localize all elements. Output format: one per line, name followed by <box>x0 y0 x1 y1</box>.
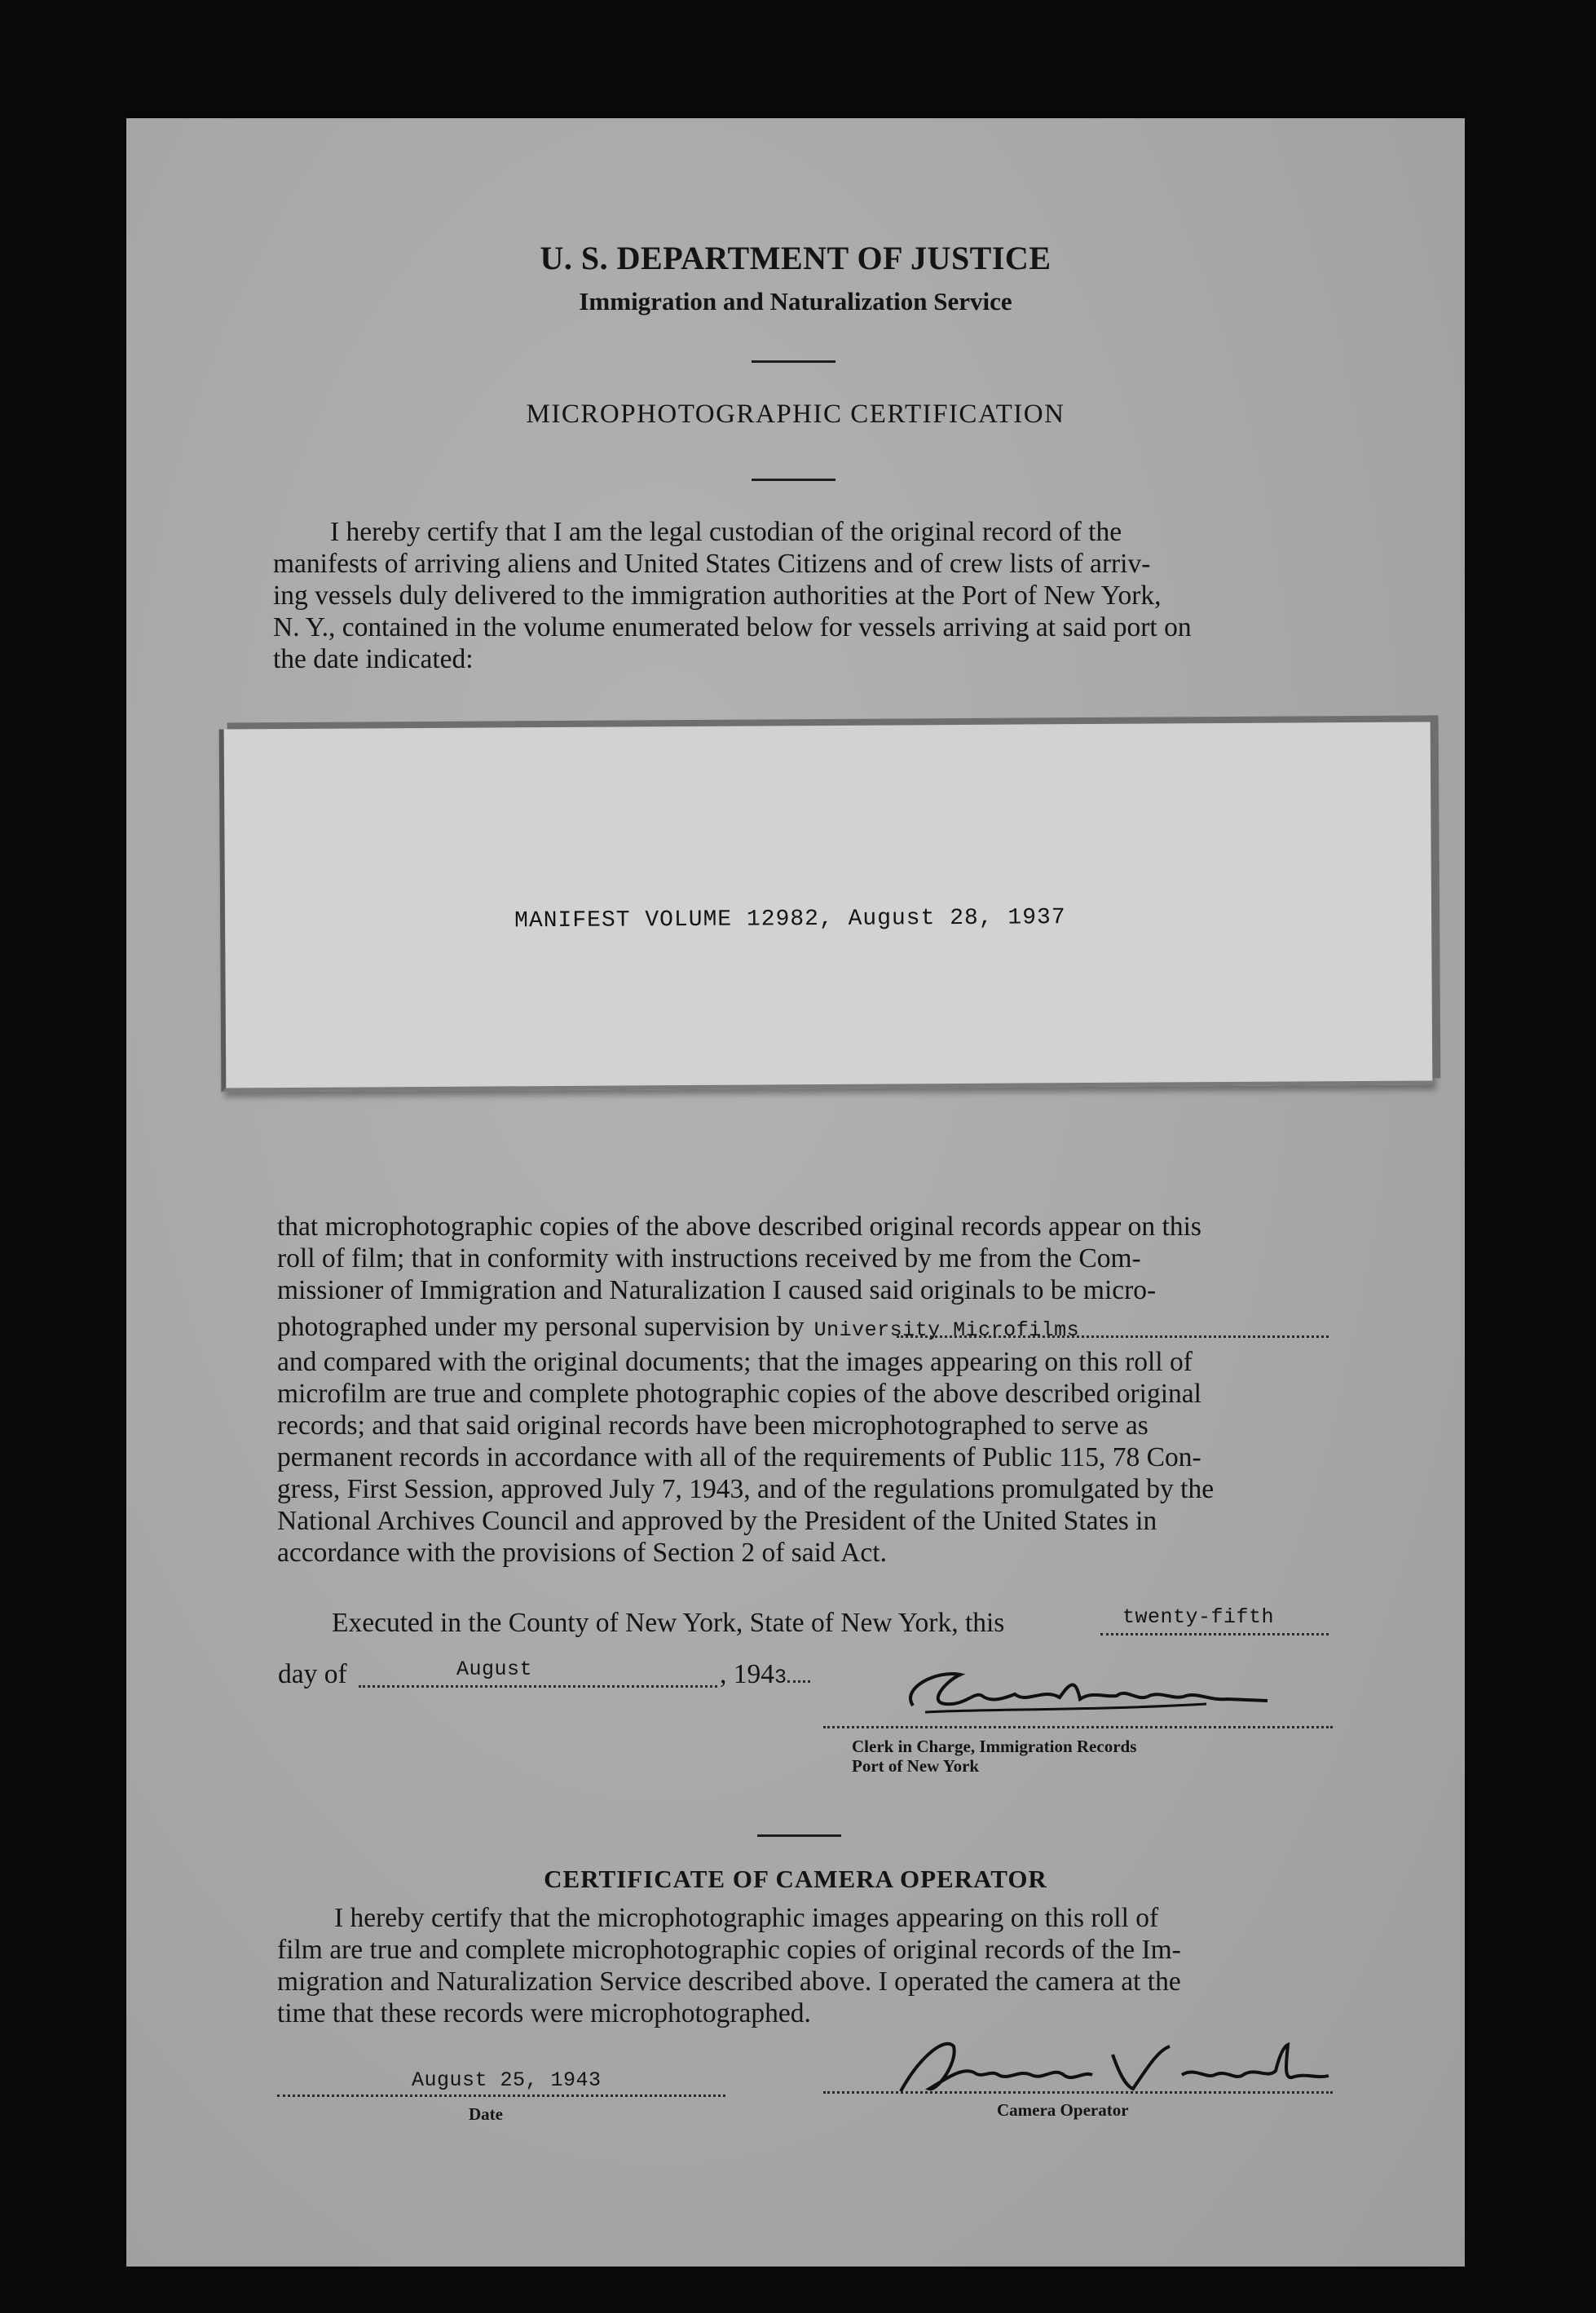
camera-certificate-title: CERTIFICATE OF CAMERA OPERATOR <box>544 1865 1047 1893</box>
execution-month: August <box>456 1658 533 1681</box>
volume-text: MANIFEST VOLUME 12982, August 28, 1937 <box>514 905 1066 934</box>
intro-paragraph <box>273 516 1325 675</box>
text-line: microfilm are true and complete photographic copies of the above described original <box>277 1379 1201 1409</box>
executed-line <box>332 1608 1004 1639</box>
page-title: MICROPHOTOGRAPHIC CERTIFICATION <box>526 399 1065 429</box>
day-of-label: day of <box>278 1659 347 1689</box>
text-line: accordance with the provisions of Section 2 of said Act. <box>277 1538 887 1568</box>
text-line: permanent records in accordance with all of the requirements of Public 115, 78 Con- <box>277 1442 1201 1472</box>
camera-operator-label: Camera Operator <box>997 2100 1129 2120</box>
text-line: roll of film; that in conformity with instructions received by me from the Com- <box>277 1243 1141 1273</box>
fill-line <box>897 1335 1329 1338</box>
text-line: manifests of arriving aliens and United States Citizens and of crew lists of arriv- <box>273 549 1151 579</box>
volume-slip <box>219 722 1433 1092</box>
fill-line <box>1100 1633 1329 1635</box>
date-line <box>277 2095 725 2097</box>
text-line: time that these records were microphotographed. <box>277 1998 811 2028</box>
certificate-page <box>126 118 1465 2267</box>
divider <box>752 479 835 481</box>
signature-line <box>823 1726 1333 1728</box>
text-line: migration and Naturalization Service described above. I operated the camera at the <box>277 1966 1181 1997</box>
department-heading: U. S. DEPARTMENT OF JUSTICE <box>540 240 1052 276</box>
year-prefix: , 194 <box>720 1659 774 1689</box>
service-subheading: Immigration and Naturalization Service <box>579 287 1012 316</box>
camera-date: August 25, 1943 <box>412 2068 602 2092</box>
year-label <box>720 1659 810 1690</box>
clerk-title <box>852 1737 1136 1776</box>
divider <box>752 360 835 363</box>
date-label: Date <box>469 2104 503 2124</box>
text-line: that microphotographic copies of the above described original records appear on this <box>277 1212 1201 1242</box>
clerk-signature <box>823 1663 1345 1728</box>
year-digit: 3 <box>774 1666 787 1689</box>
signature-line <box>823 2091 1333 2094</box>
supervision-label: photographed under my personal supervision by <box>277 1312 805 1342</box>
text-line: I hereby certify that the microphotographic images appearing on this roll of <box>334 1903 1159 1933</box>
body-paragraph <box>277 1211 1329 1569</box>
executed-label: Executed in the County of New York, State of New York, this <box>332 1608 1005 1638</box>
text-line: and compared with the original documents; that the images appearing on this roll of <box>277 1347 1193 1377</box>
text-line: records; and that said original records have been microphotographed to serve as <box>277 1410 1149 1441</box>
text-line: film are true and complete microphotographic copies of original records of the Im- <box>277 1935 1181 1965</box>
text-line: gress, First Session, approved July 7, 1943, and of the regulations promulgated by the <box>277 1474 1215 1504</box>
divider <box>757 1834 841 1837</box>
execution-day: twenty-fifth <box>1122 1605 1275 1629</box>
camera-operator-signature <box>823 2030 1345 2108</box>
text-line: National Archives Council and approved by the President of the United States in <box>277 1506 1157 1536</box>
clerk-title-line: Clerk in Charge, Immigration Records <box>852 1737 1137 1756</box>
text-line: N. Y., contained in the volume enumerated below for vessels arriving at said port on <box>273 612 1192 642</box>
fill-line <box>359 1685 717 1688</box>
camera-certificate-paragraph <box>277 1902 1329 2029</box>
supervision-line <box>277 1311 1329 1346</box>
text-line: ing vessels duly delivered to the immigration authorities at the Port of New York, <box>273 580 1162 611</box>
fill-line <box>787 1680 810 1683</box>
supervisor-name: University Microfilms <box>813 1318 1080 1342</box>
clerk-title-line: Port of New York <box>852 1756 980 1776</box>
text-line: the date indicated: <box>273 644 474 674</box>
text-line: missioner of Immigration and Naturalization I caused said originals to be micro- <box>277 1275 1157 1305</box>
text-line: I hereby certify that I am the legal custodian of the original record of the <box>330 517 1122 547</box>
